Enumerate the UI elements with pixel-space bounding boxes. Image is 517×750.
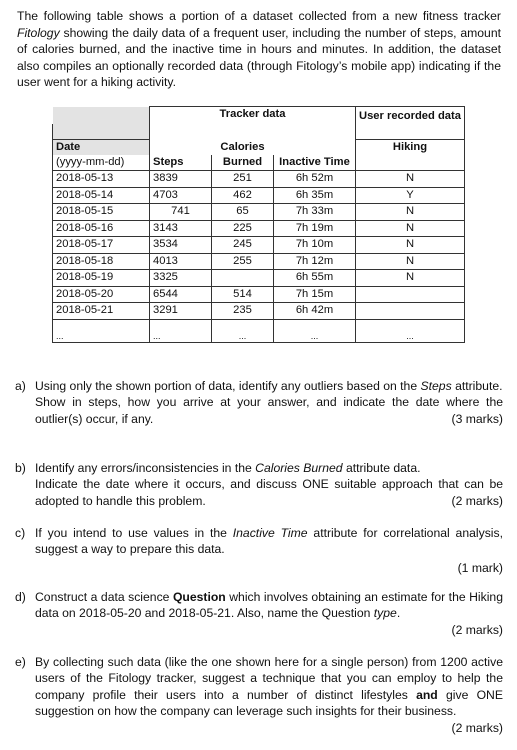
cell-inactive: 7h 10m (274, 237, 356, 254)
ellipsis-hiking: ... (356, 319, 465, 342)
cell-date: 2018-05-20 (53, 286, 150, 303)
intro-paragraph (17, 8, 501, 91)
table-ellipsis-row (53, 319, 465, 342)
question-d-bold: Question (172, 590, 226, 604)
question-e-text-1: By collecting such data (like the one shown here for a single person) from 1200 active users of the Fitology tracker, suggest a technique that you can employ to help the company profile their users into a number of distinct lifestyles (35, 655, 503, 702)
user-recorded-data-header: User recorded data (356, 107, 465, 140)
cell-date: 2018-05-21 (53, 303, 150, 320)
cell-hiking: N (356, 220, 465, 237)
calories-header-line2: Burned (212, 155, 274, 171)
question-a-text-2: attribute. (451, 379, 503, 393)
table-header-row-3 (53, 140, 465, 156)
cell-calories: 462 (212, 187, 274, 204)
question-c-label: c) (15, 526, 26, 540)
table-row (53, 286, 465, 303)
cell-inactive: 6h 55m (274, 270, 356, 287)
cell-calories: 255 (212, 253, 274, 270)
question-d-text-2: which involves obtaining an estimate for the Hiking data on 2018-05-20 and 2018-05-21. Also, name the Question (35, 590, 503, 621)
question-d-marks: (2 marks) (451, 622, 503, 637)
question-b-marks: (2 marks) (451, 493, 503, 508)
cell-calories: 225 (212, 220, 274, 237)
cell-inactive: 7h 12m (274, 253, 356, 270)
cell-steps: 3291 (150, 303, 212, 320)
ellipsis-calories: ... (212, 319, 274, 342)
question-b-text-1: Identify any errors/inconsistencies in the (35, 461, 256, 475)
question-c-text-1: If you intend to use values in the (35, 526, 233, 540)
ellipsis-steps: ... (150, 319, 212, 342)
cell-date: 2018-05-18 (53, 253, 150, 270)
question-e (15, 654, 503, 736)
cell-steps: 3839 (150, 171, 212, 188)
cell-inactive: 6h 35m (274, 187, 356, 204)
cell-calories: 235 (212, 303, 274, 320)
cell-hiking: N (356, 237, 465, 254)
steps-header: Steps (150, 155, 212, 171)
cell-inactive: 7h 15m (274, 286, 356, 303)
ellipsis-date: ... (53, 319, 150, 342)
question-d-emphasis: type (373, 606, 397, 621)
question-c-text-2: attribute for correlational analysis, suggest a way to prepare this data. (35, 526, 503, 557)
question-d-label: d) (15, 590, 26, 604)
calories-header-line1: Calories (220, 140, 265, 153)
cell-hiking: N (356, 270, 465, 287)
table-row (53, 204, 465, 221)
cell-date: 2018-05-19 (53, 270, 150, 287)
cell-date: 2018-05-17 (53, 237, 150, 254)
cell-steps: 741 (150, 204, 212, 221)
intro-text-2: showing the daily data of a frequent user, including the number of steps, amount of calories burned, and the inactive time in hours and minutes. In addition, the dataset also compiles an optionally recorded data (through Fitology’s mobile app) indicating if the user went for a hiking activity. (17, 25, 501, 90)
cell-date: 2018-05-14 (53, 187, 150, 204)
cell-calories: 245 (212, 237, 274, 254)
ellipsis-inactive: ... (274, 319, 356, 342)
question-c-emphasis: Inactive Time (232, 526, 308, 540)
cell-hiking (356, 303, 465, 320)
cell-steps: 4703 (150, 187, 212, 204)
table-row (53, 220, 465, 237)
question-a (15, 378, 503, 427)
cell-date: 2018-05-15 (53, 204, 150, 221)
inactive-time-header: Inactive Time (274, 155, 356, 171)
cell-steps: 4013 (150, 253, 212, 270)
cell-calories: 65 (212, 204, 274, 221)
question-a-text-3: Show in steps, how you arrive at your answer, and indicate the date where the outlier(s) occur, if any. (35, 395, 503, 426)
question-c (15, 525, 503, 576)
date-header: Date (53, 140, 150, 156)
question-b (15, 460, 503, 509)
question-d (15, 589, 503, 638)
cell-date: 2018-05-16 (53, 220, 150, 237)
question-e-bold: and (416, 687, 438, 702)
question-b-label: b) (15, 461, 26, 475)
cell-calories (212, 270, 274, 287)
cell-calories: 251 (212, 171, 274, 188)
table-row (53, 253, 465, 270)
question-a-emphasis: Steps (420, 379, 452, 393)
question-b-text-2: attribute data. (342, 461, 421, 475)
table-header-group-row (53, 107, 465, 125)
cell-date: 2018-05-13 (53, 171, 150, 188)
question-b-emphasis: Calories Burned (255, 461, 343, 475)
table-row (53, 237, 465, 254)
cell-hiking (356, 286, 465, 303)
date-format-header: (yyyy-mm-dd) (53, 155, 150, 171)
cell-inactive: 6h 42m (274, 303, 356, 320)
question-b-text-3: Indicate the date where it occurs, and discuss ONE suitable approach that can be adopted to handle this problem. (35, 477, 503, 508)
cell-inactive: 7h 19m (274, 220, 356, 237)
table-row (53, 187, 465, 204)
hiking-header: Hiking (356, 140, 465, 156)
question-c-marks: (1 mark) (457, 560, 503, 575)
cell-hiking: N (356, 253, 465, 270)
cell-steps: 3325 (150, 270, 212, 287)
cell-calories: 514 (212, 286, 274, 303)
cell-hiking: N (356, 204, 465, 221)
question-e-text-2: give ONE suggestion on how the company can leverage such insights for their business. (35, 687, 503, 719)
table-row (53, 303, 465, 320)
table-row (53, 171, 465, 188)
question-e-label: e) (15, 655, 26, 669)
question-e-marks: (2 marks) (451, 720, 503, 735)
cell-inactive: 7h 33m (274, 204, 356, 221)
cell-inactive: 6h 52m (274, 171, 356, 188)
question-d-text-3: . (396, 606, 401, 621)
cell-steps: 6544 (150, 286, 212, 303)
question-d-text-1: Construct a data science (35, 590, 173, 604)
cell-steps: 3534 (150, 237, 212, 254)
cell-hiking: N (356, 171, 465, 188)
table-header-row-4 (53, 155, 465, 171)
question-a-label: a) (15, 379, 26, 393)
question-a-text-1: Using only the shown portion of data, identify any outliers based on the (35, 379, 421, 393)
question-a-marks: (3 marks) (451, 411, 503, 426)
fitness-data-table (52, 106, 465, 343)
intro-text-1: The following table shows a portion of a dataset collected from a new fitness tracker (17, 9, 501, 23)
table-row (53, 270, 465, 287)
cell-steps: 3143 (150, 220, 212, 237)
intro-brand: Fitology (17, 25, 60, 40)
cell-hiking: Y (356, 187, 465, 204)
tracker-data-header: Tracker data (150, 107, 356, 125)
